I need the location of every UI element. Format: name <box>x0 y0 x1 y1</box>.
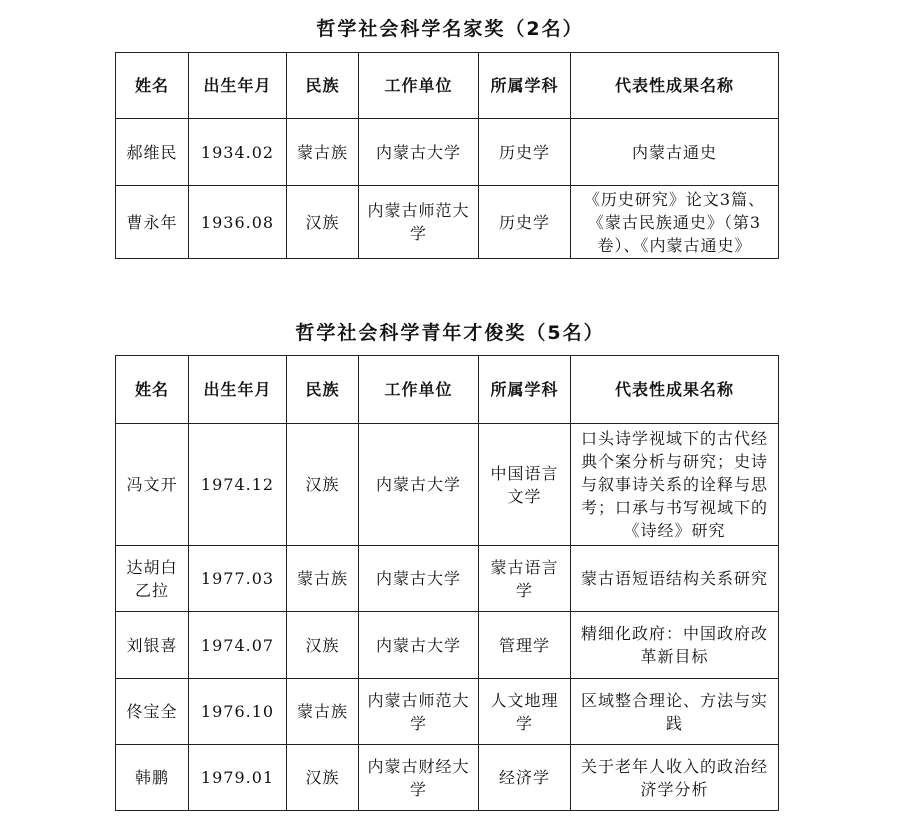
table-row <box>116 119 779 186</box>
masters-award-table <box>115 52 779 259</box>
cell-birth: 1936.08 <box>189 186 287 259</box>
table-row <box>116 612 779 679</box>
cell-birth: 1974.12 <box>189 424 287 546</box>
header-birth: 出生年月 <box>189 53 287 119</box>
cell-ethnicity: 汉族 <box>287 424 359 546</box>
cell-name: 佟宝全 <box>116 679 189 745</box>
table-header-row <box>116 53 779 119</box>
cell-achievement: 内蒙古通史 <box>571 119 779 186</box>
header-employer: 工作单位 <box>359 356 479 424</box>
header-name: 姓名 <box>116 356 189 424</box>
cell-name: 刘银喜 <box>116 612 189 679</box>
header-achievement: 代表性成果名称 <box>571 356 779 424</box>
cell-employer: 内蒙古大学 <box>359 424 479 546</box>
cell-discipline: 历史学 <box>479 186 571 259</box>
cell-discipline: 蒙古语言学 <box>479 546 571 612</box>
young-talent-award-table <box>115 355 779 811</box>
table-row <box>116 186 779 259</box>
header-achievement: 代表性成果名称 <box>571 53 779 119</box>
cell-ethnicity: 汉族 <box>287 612 359 679</box>
table-header-row <box>116 356 779 424</box>
cell-name: 郝维民 <box>116 119 189 186</box>
header-birth: 出生年月 <box>189 356 287 424</box>
header-name: 姓名 <box>116 53 189 119</box>
table-row <box>116 745 779 811</box>
cell-name: 达胡白乙拉 <box>116 546 189 612</box>
cell-birth: 1934.02 <box>189 119 287 186</box>
cell-employer: 内蒙古大学 <box>359 546 479 612</box>
cell-employer: 内蒙古师范大学 <box>359 186 479 259</box>
cell-employer: 内蒙古师范大学 <box>359 679 479 745</box>
cell-name: 曹永年 <box>116 186 189 259</box>
cell-ethnicity: 汉族 <box>287 186 359 259</box>
cell-achievement: 精细化政府：中国政府改革新目标 <box>571 612 779 679</box>
cell-employer: 内蒙古大学 <box>359 119 479 186</box>
cell-birth: 1979.01 <box>189 745 287 811</box>
cell-achievement: 区域整合理论、方法与实践 <box>571 679 779 745</box>
cell-ethnicity: 蒙古族 <box>287 679 359 745</box>
header-discipline: 所属学科 <box>479 53 571 119</box>
header-ethnicity: 民族 <box>287 356 359 424</box>
cell-achievement: 蒙古语短语结构关系研究 <box>571 546 779 612</box>
table-row <box>116 424 779 546</box>
cell-discipline: 人文地理学 <box>479 679 571 745</box>
header-employer: 工作单位 <box>359 53 479 119</box>
cell-employer: 内蒙古大学 <box>359 612 479 679</box>
cell-discipline: 中国语言文学 <box>479 424 571 546</box>
cell-achievement: 《历史研究》论文3篇、《蒙古民族通史》（第3卷）、《内蒙古通史》 <box>571 186 779 259</box>
award-title-masters: 哲学社会科学名家奖（2名） <box>316 18 584 40</box>
cell-name: 冯文开 <box>116 424 189 546</box>
header-discipline: 所属学科 <box>479 356 571 424</box>
cell-birth: 1976.10 <box>189 679 287 745</box>
cell-ethnicity: 蒙古族 <box>287 119 359 186</box>
cell-ethnicity: 汉族 <box>287 745 359 811</box>
table-row <box>116 546 779 612</box>
cell-ethnicity: 蒙古族 <box>287 546 359 612</box>
cell-name: 韩鹏 <box>116 745 189 811</box>
cell-achievement: 关于老年人收入的政治经济学分析 <box>571 745 779 811</box>
table-row <box>116 679 779 745</box>
cell-employer: 内蒙古财经大学 <box>359 745 479 811</box>
cell-birth: 1974.07 <box>189 612 287 679</box>
cell-discipline: 历史学 <box>479 119 571 186</box>
cell-discipline: 经济学 <box>479 745 571 811</box>
cell-discipline: 管理学 <box>479 612 571 679</box>
cell-achievement: 口头诗学视域下的古代经典个案分析与研究；史诗与叙事诗关系的诠释与思考；口承与书写视域下的《诗经》研究 <box>571 424 779 546</box>
cell-birth: 1977.03 <box>189 546 287 612</box>
header-ethnicity: 民族 <box>287 53 359 119</box>
award-title-young-talent: 哲学社会科学青年才俊奖（5名） <box>295 322 605 344</box>
